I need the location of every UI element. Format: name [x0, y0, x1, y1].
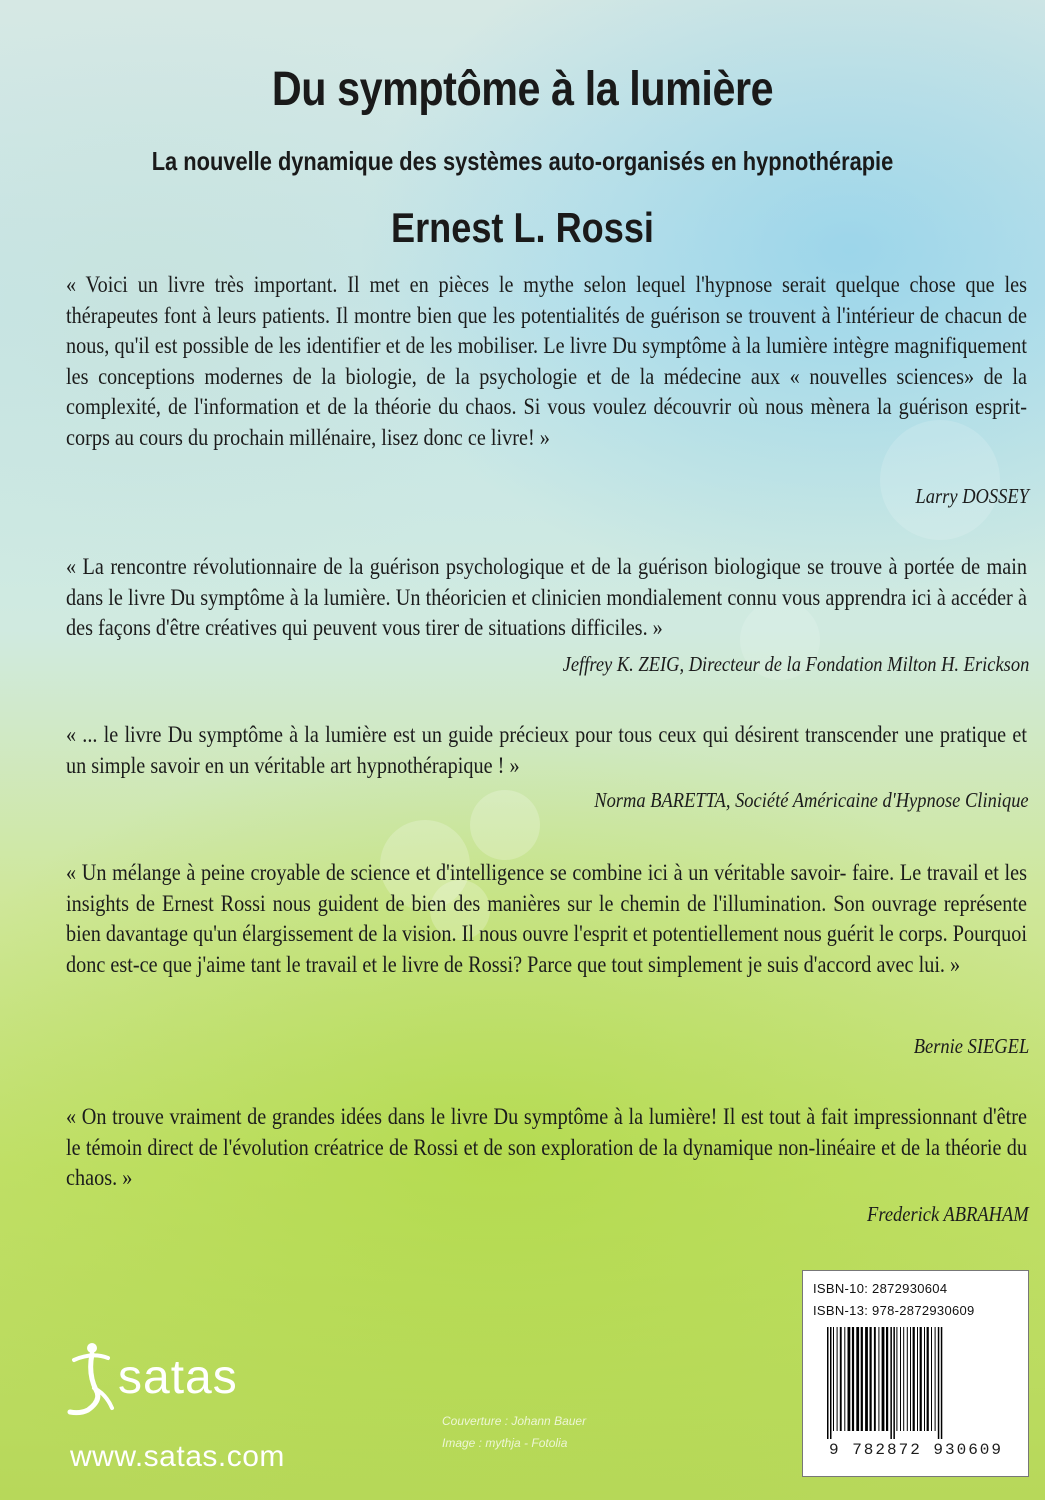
- quote-text: « On trouve vraiment de grandes idées dans le livre Du symptôme à la lumière! Il est tout à fait impressionnant d'être le témoin direct de l'évolution créatrice de Rossi et de son exploration de la dynamique non-linéaire et de la théorie du chaos. »: [66, 1104, 1027, 1190]
- quote-attribution: Bernie SIEGEL: [913, 1034, 1029, 1058]
- quote-attribution: Larry DOSSEY: [915, 484, 1029, 508]
- quote-text: « La rencontre révolutionnaire de la guérison psychologique et de la guérison biologique se trouve à portée de main dans le livre Du symptôme à la lumière. Un théoricien et clinicien mondialement connu vous apprendra ici à accéder à des façons d'être créatives qui peuvent vous tirer de situations difficiles. »: [66, 554, 1027, 640]
- book-subtitle: La nouvelle dynamique des systèmes auto-organisés en hypnothérapie: [151, 146, 894, 176]
- isbn-10: ISBN-10: 2872930604: [813, 1281, 948, 1296]
- bokeh-decoration: [470, 790, 540, 860]
- isbn-barcode-panel: [802, 1270, 1029, 1477]
- quote-text: « Voici un livre très important. Il met en pièces le mythe selon lequel l'hypnose serait quelque chose que les thérapeutes font à leurs patients. Il montre bien que les potentialités de guérison se trouvent à l'intérieur de chacun de nous, qu'il est possible de les identifier et de les mobiliser. Le livre Du symptôme à la lumière intègre magnifiquement les conceptions modernes de la biologie, de la psychologie et de la médecine aux « nouvelles sciences» de la complexité, de l'information et de la théorie du chaos. Si vous voulez découvrir où nous mènera la guérison esprit-corps au cours du prochain millénaire, lisez donc ce livre! »: [66, 272, 1027, 450]
- book-title: Du symptôme à la lumière: [271, 63, 774, 116]
- book-author: Ernest L. Rossi: [391, 204, 654, 251]
- publisher-name: satas: [118, 1351, 238, 1404]
- publisher-logo: [66, 1350, 286, 1430]
- quote-text: « ... le livre Du symptôme à la lumière est un guide précieux pour tous ceux qui désirent transcender une pratique et un simple savoir en un véritable art hypnothérapique ! »: [66, 722, 1027, 778]
- cover-credit: Couverture : Johann Bauer: [442, 1414, 587, 1428]
- quote-attribution: Norma BARETTA, Société Américaine d'Hypnose Clinique: [594, 788, 1029, 812]
- quote-text: « Un mélange à peine croyable de science et d'intelligence se combine ici à un véritable savoir- faire. Le travail et les insights de Ernest Rossi nous guident de bien des manières sur le chemin de l'illumination. Son ouvrage représente bien davantage qu'un élargissement de la vision. Il nous ouvre l'esprit et potentiellement nous guérit le corps. Pourquoi donc est-ce que j'aime tant le travail et le livre de Rossi? Parce que tout simplement je suis d'accord avec lui. »: [66, 860, 1027, 977]
- barcode-icon: [825, 1327, 1017, 1439]
- image-credit: Image : mythja - Fotolia: [442, 1436, 568, 1450]
- isbn-13: ISBN-13: 978-2872930609: [813, 1303, 975, 1318]
- quote-attribution: Jeffrey K. ZEIG, Directeur de la Fondation Milton H. Erickson: [562, 652, 1029, 676]
- dancer-figure-icon: [66, 1338, 116, 1418]
- quote-attribution: Frederick ABRAHAM: [867, 1202, 1029, 1226]
- barcode-digits: 9 782872 930609: [828, 1441, 1004, 1459]
- publisher-website: www.satas.com: [70, 1440, 285, 1473]
